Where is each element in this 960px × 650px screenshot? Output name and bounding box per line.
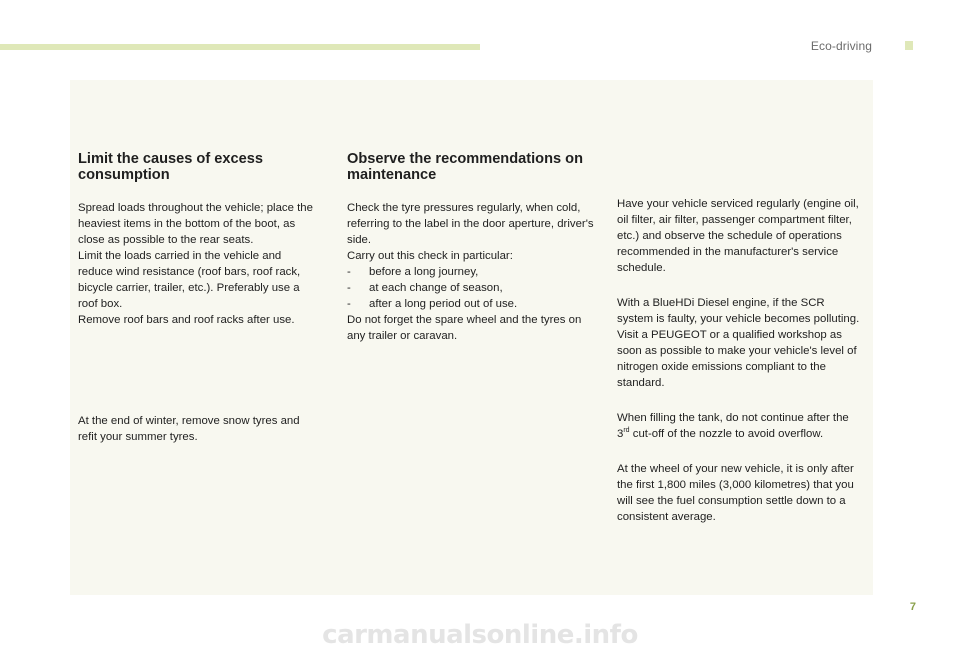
list-item: - at each change of season,	[347, 280, 599, 296]
watermark-text: carmanualsonline.info	[322, 620, 638, 650]
maintenance-heading: Observe the recommendations on maintenance	[347, 151, 583, 183]
header-accent-bar	[0, 44, 480, 50]
column-excess-consumption	[78, 151, 318, 445]
filling-text-end: cut-off of the nozzle to avoid overflow.	[629, 428, 824, 440]
column-maintenance	[347, 151, 599, 344]
winter-tyres-text: At the end of winter, remove snow tyres and refit your summer tyres.	[78, 415, 300, 443]
page-number: 7	[909, 601, 916, 613]
filling-text	[617, 410, 861, 442]
service-text: Have your vehicle serviced regularly (engine oil, oil filter, air filter, passenger compartment filter, etc.) and observe the schedule of operations recommended in the manufacturer's service schedule.	[617, 198, 859, 274]
list-item: - after a long period out of use.	[347, 296, 599, 312]
check-lead-text: Carry out this check in particular:	[347, 250, 513, 262]
section-marker	[905, 41, 913, 50]
scr-text: With a BlueHDi Diesel engine, if the SCR system is faulty, your vehicle becomes polluting. Visit a PEUGEOT or a qualified workshop as soon as possible to make your vehicle's level of nitrogen oxide emissions compliant to the standard.	[617, 297, 860, 389]
new-vehicle-text: At the wheel of your new vehicle, it is only after the first 1,800 miles (3,000 kilometres) that you will see the fuel consumption settle down to a consistent average.	[617, 463, 854, 523]
spare-wheel-text: Do not forget the spare wheel and the tyres on any trailer or caravan.	[347, 314, 582, 342]
ordinal-suffix: rd	[623, 427, 630, 435]
column-service	[617, 196, 861, 544]
section-title: Eco-driving	[810, 39, 872, 53]
list-item: - before a long journey,	[347, 264, 599, 280]
tyre-pressure-intro: Check the tyre pressures regularly, when cold, referring to the label in the door aperture, driver's side.	[347, 202, 594, 246]
tyre-pressure-block	[347, 200, 599, 344]
filling-text-start: When filling the tank, do not continue after the 3	[617, 412, 849, 440]
check-list	[347, 264, 599, 312]
load-advice-text: Spread loads throughout the vehicle; place the heaviest items in the bottom of the boot, as close as possible to the rear seats. Limit the loads carried in the vehicle and reduce wind resistance (roof bars, roof rack, bicycle carrier, trailer, etc.). Preferably use a roof box. Remove roof bars and roof racks after use.	[78, 202, 313, 326]
excess-consumption-heading: Limit the causes of excess consumption	[78, 151, 263, 183]
